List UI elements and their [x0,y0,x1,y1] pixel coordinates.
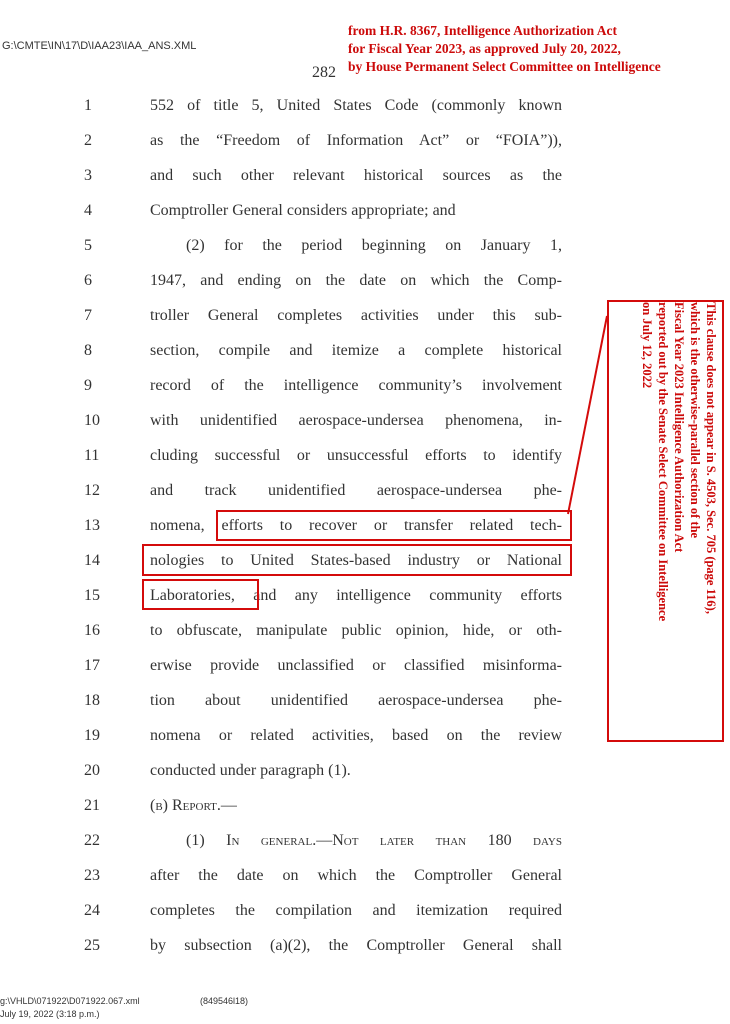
line-text: conducted under paragraph (1). [150,762,351,779]
line-text: to obfuscate, manipulate public opinion, hide, or oth- [150,622,562,639]
line-text: nomena, efforts to recover or transfer related tech- [150,517,562,534]
line-number: 18 [84,692,100,709]
line-text: completes the compilation and itemization required [150,902,562,919]
line-text: (1) In general.—Not later than 180 days [186,832,562,849]
line-text: section, compile and itemize a complete historical [150,342,562,359]
side-note-line: which is the otherwise-parallel section of the [688,302,702,539]
footer-file: g:\VHLD\071922\D071922.067.xml [0,996,140,1006]
line-text: 552 of title 5, United States Code (commonly known [150,97,562,114]
source-note-line: by House Permanent Select Committee on Intelligence [348,59,661,74]
highlight-box [142,579,259,610]
line-text: with unidentified aerospace-undersea phenomena, in- [150,412,562,429]
line-number: 24 [84,902,100,919]
line-text: nologies to United States-based industry or National [150,552,562,569]
side-note-line: on July 12, 2022 [640,302,654,389]
line-number: 15 [84,587,100,604]
line-text: cluding successful or unsuccessful efforts to identify [150,447,562,464]
side-note-line: Fiscal Year 2023 Intelligence Authorization Act [672,302,686,553]
side-annotation [607,300,724,742]
line-text: by subsection (a)(2), the Comptroller General shall [150,937,562,954]
line-number: 1 [84,97,92,114]
line-number: 8 [84,342,92,359]
line-text: tion about unidentified aerospace-undersea phe- [150,692,562,709]
line-text: and track unidentified aerospace-undersea phe- [150,482,562,499]
source-note-line: from H.R. 8367, Intelligence Authorization Act [348,23,617,38]
line-text: 1947, and ending on the date on which the Comp- [150,272,562,289]
footer-code: (849546l18) [200,996,249,1006]
page-number: 282 [312,64,336,81]
line-number: 6 [84,272,92,289]
line-text: nomena or related activities, based on the review [150,727,562,744]
line-number: 3 [84,167,92,184]
line-number: 14 [84,552,100,569]
line-number: 22 [84,832,100,849]
line-number: 23 [84,867,100,884]
line-number: 25 [84,937,100,954]
line-number: 4 [84,202,92,219]
line-text: and such other relevant historical sources as the [150,167,562,184]
line-number: 12 [84,482,100,499]
line-text: after the date on which the Comptroller General [150,867,562,884]
line-number: 10 [84,412,100,429]
side-annotation-text [615,302,719,736]
source-note [348,22,728,76]
highlight-box [142,544,572,576]
side-note-line: reported out by the Senate Select Committee on Intelligence [656,302,670,622]
line-number: 16 [84,622,100,639]
footer-date: July 19, 2022 (3:18 p.m.) [0,1009,100,1019]
line-text: as the “Freedom of Information Act” or “FOIA”)), [150,132,562,149]
line-text: Laboratories, and any intelligence community efforts [150,587,562,604]
line-text: record of the intelligence community’s involvement [150,377,562,394]
line-number: 7 [84,307,92,324]
line-number: 9 [84,377,92,394]
source-note-line: for Fiscal Year 2023, as approved July 20, 2022, [348,41,621,56]
file-path: G:\CMTE\IN\17\D\IAA23\IAA_ANS.XML [2,40,197,52]
line-text: Comptroller General considers appropriate; and [150,202,456,219]
line-text: erwise provide unclassified or classified misinforma- [150,657,562,674]
line-text: (b) Report.— [150,797,237,814]
line-number: 11 [84,447,100,464]
side-note-line: This clause does not appear in S. 4503, Sec. 705 (page 116), [704,302,718,614]
line-text: troller General completes activities under this sub- [150,307,562,324]
line-number: 20 [84,762,100,779]
line-number: 19 [84,727,100,744]
line-number: 21 [84,797,100,814]
line-number: 5 [84,237,92,254]
highlight-box [216,510,572,541]
line-text: (2) for the period beginning on January 1, [186,237,562,254]
line-number: 17 [84,657,100,674]
line-number: 2 [84,132,92,149]
line-number: 13 [84,517,100,534]
